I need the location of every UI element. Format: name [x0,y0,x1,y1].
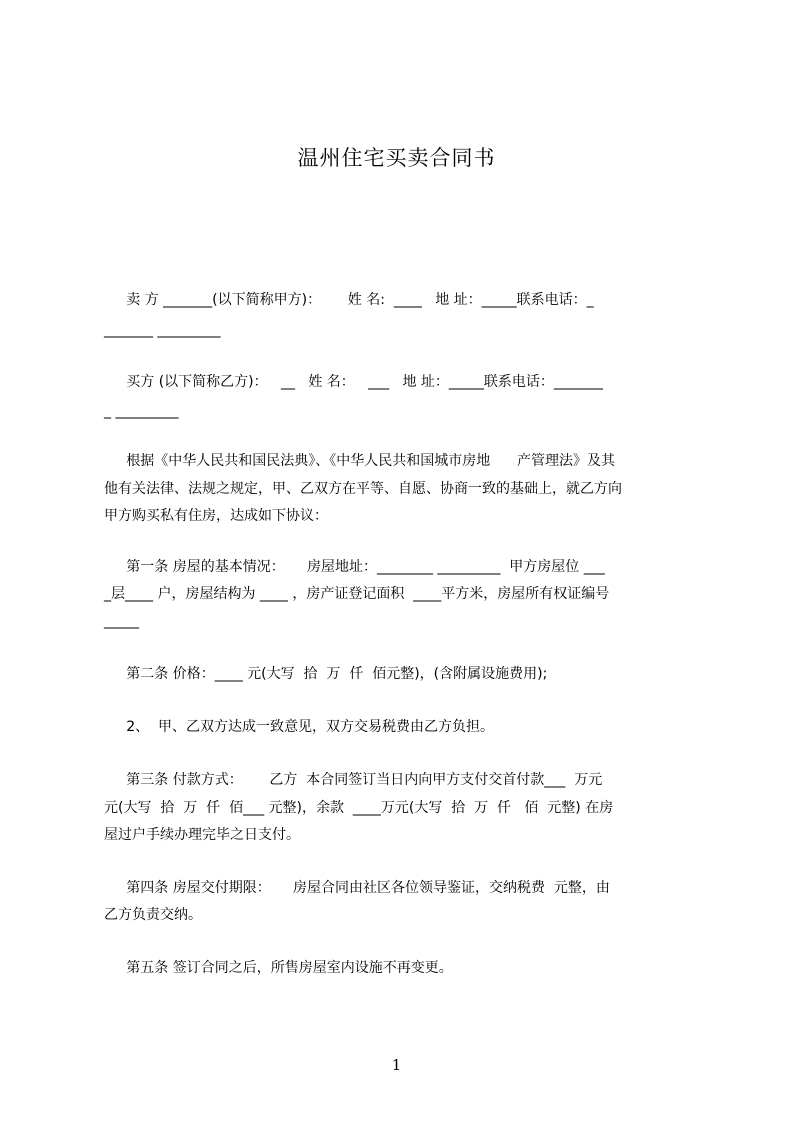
document-title: 温州住宅买卖合同书 [297,146,496,170]
article-1-line-3: _____ [104,613,139,629]
preamble-line-1: 根据《中华人民共和国民法典》、《中华人民共和国城市房地 产管理法》及其 [104,453,615,469]
article-5-line: 第五条 签订合同之后，所售房屋室内设施不再变更。 [104,960,453,976]
article-3-line-2: 元(大写 拾 万 仟 佰___ 元整)，余款 ____万元(大写 拾 万 仟 佰 元整) 在房 [104,800,614,816]
article-1-line-1: 第一条 房屋的基本情况： 房屋地址：________ _________ 甲方房屋位 ___ [104,559,605,575]
seller-line-1: 卖 方 _______(以下简称甲方)： 姓 名: ____ 地 址：_____联系电话：_ [104,292,594,308]
article-2-line: 第二条 价格：____ 元(大写 拾 万 仟 佰元整)，(含附属设施费用); [104,666,548,682]
buyer-line-1: 买方 (以下简称乙方)： __ 姓 名： ___ 地 址：_____联系电话：_______ [104,374,603,390]
seller-line-2: _______ _________ [104,322,221,338]
clause-2-line: 2、 甲、乙双方达成一致意见，双方交易税费由乙方负担。 [104,719,495,735]
article-4-line-1: 第四条 房屋交付期限： 房屋合同由社区各位领导鉴证，交纳税费 元整，由 [104,880,610,896]
preamble-line-2: 他有关法律、法规之规定，甲、乙双方在平等、自愿、协商一致的基础上，就乙方向 [104,481,622,497]
preamble-line-3: 甲方购买私有住房，达成如下协议： [104,508,328,524]
article-3-line-1: 第三条 付款方式： 乙方 本合同签订当日内向甲方支付交首付款___ 万元 [104,772,603,788]
buyer-line-2: _ _________ [104,403,179,419]
page-number: 1 [391,1056,402,1074]
article-4-line-2: 乙方负责交纳。 [104,907,202,923]
article-1-line-2: _层____ 户，房屋结构为 ____ ，房产证登记面积 ____平方米，房屋所有权证编号 [104,586,610,602]
article-3-line-3: 屋过户手续办理完毕之日支付。 [104,827,300,843]
